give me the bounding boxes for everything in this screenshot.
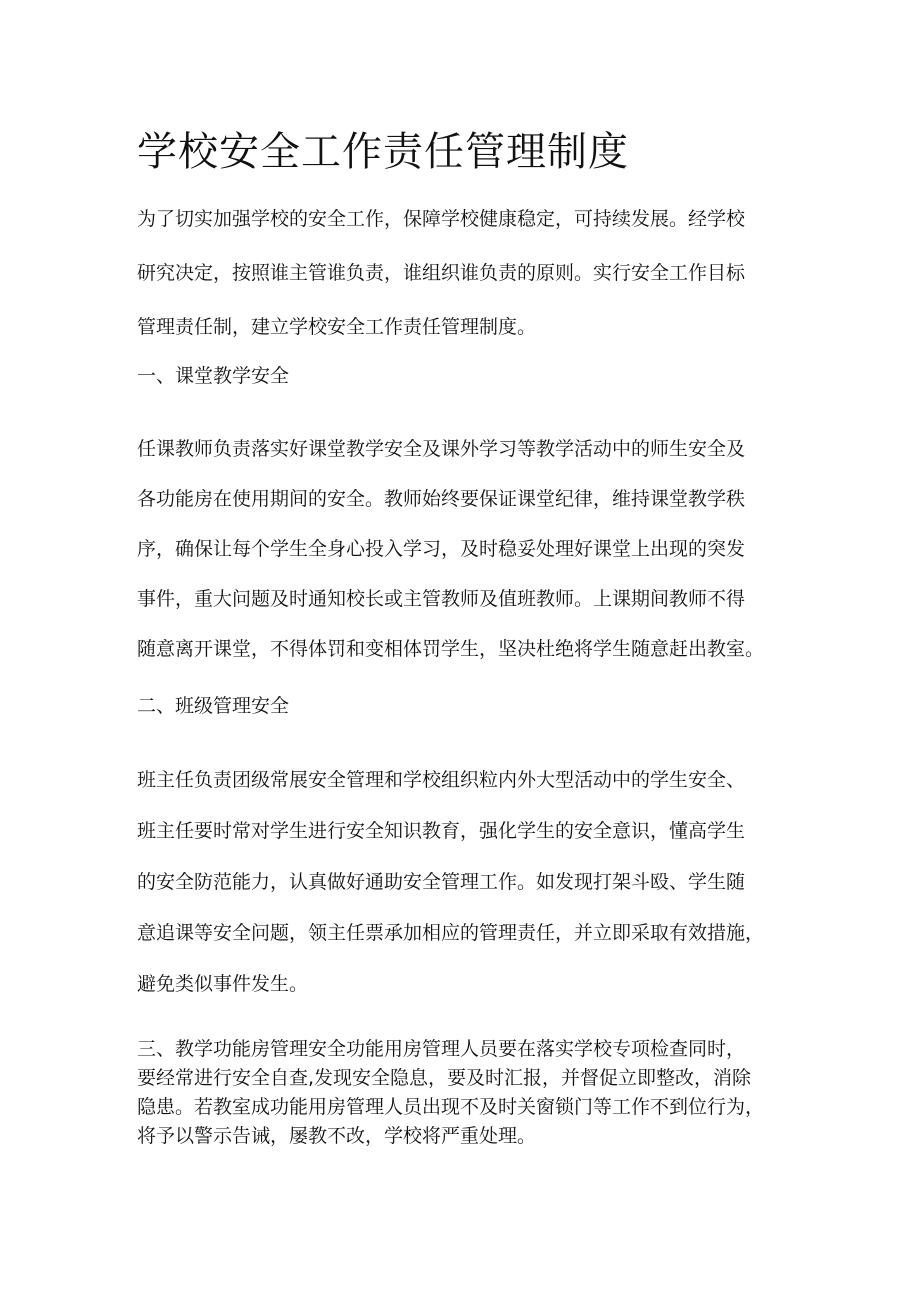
paragraph-line: 隐患。若教室成功能用房管理人员出现不及时关窗锁门等工作不到位行为，: [137, 1096, 765, 1118]
paragraph-line: 三、教学功能房管理安全功能用房管理人员要在落实学校专项检查同时，: [137, 1038, 746, 1060]
intro-paragraph: [137, 192, 797, 354]
paragraph-line: 研究决定，按照谁主管谁负责，谁组织谁负责的原则。实行安全工作目标: [137, 262, 746, 284]
document-title: 学校安全工作责任管理制度: [137, 129, 629, 175]
paragraph-line: 序，确保让每个学生全身心投入学习，及时稳妥处理好课堂上出现的突发: [137, 538, 746, 560]
paragraph-line: 各功能房在使用期间的安全。教师始终要保证课堂纪律，维持课堂教学秩: [137, 488, 746, 510]
paragraph-line: 班主任负责团级常展安全管理和学校组织粒内外大型活动中的学生安全、: [137, 769, 746, 791]
paragraph-line: 意追课等安全问题，领主任票承加相应的管理责任，并立即采取有效措施，: [137, 922, 765, 944]
paragraph-line: 班主任要时常对学生进行安全知识教育，强化学生的安全意识，懂高学生: [137, 820, 746, 842]
section-paragraph-class-management: [137, 755, 797, 1010]
section-paragraph-classroom: [137, 424, 797, 674]
paragraph-line: 随意离开课堂，不得体罚和变相体罚学生，坚决杜绝将学生随意赶出教室。: [137, 638, 765, 660]
paragraph-line: 任课教师负责落实好课堂教学安全及课外学习等教学活动中的师生安全及: [137, 438, 746, 460]
paragraph-line: 避免类似事件发生。: [137, 973, 309, 995]
paragraph-line: 事件，重大问题及时通知校长或主管教师及值班教师。上课期间教师不得: [137, 588, 746, 610]
paragraph-line: 管理责任制，建立学校安全工作责任管理制度。: [137, 316, 537, 338]
paragraph-line: 要经常进行安全自查,发现安全隐息，要及时汇报，并督促立即整改，消除: [137, 1067, 752, 1089]
section-paragraph-function-rooms: [137, 1035, 797, 1151]
paragraph-line: 的安全防范能力，认真做好通助安全管理工作。如发现打架斗殴、学生随: [137, 871, 746, 893]
paragraph-line: 将予以警示告诫，屡教不改，学校将严重处理。: [137, 1125, 537, 1147]
section-heading-classroom: 一、课堂教学安全: [137, 365, 290, 387]
section-heading-class-management: 二、班级管理安全: [137, 695, 290, 717]
paragraph-line: 为了切实加强学校的安全工作，保障学校健康稳定，可持续发展。经学校: [137, 208, 746, 230]
